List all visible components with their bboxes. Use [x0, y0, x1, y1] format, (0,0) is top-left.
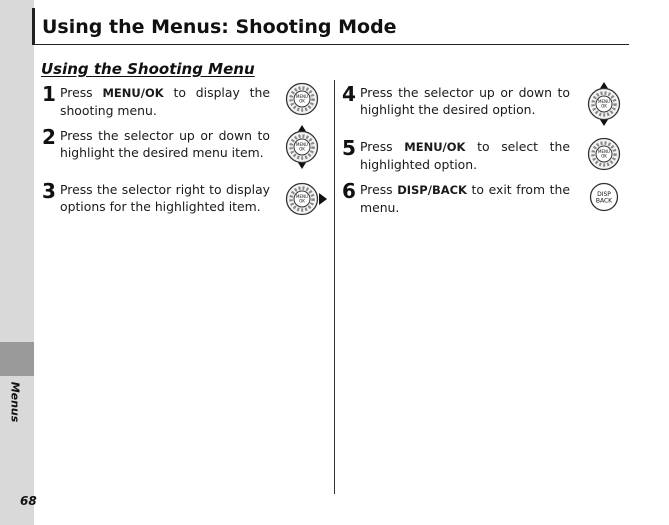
- step-number: 5: [342, 136, 356, 160]
- svg-text:OK: OK: [601, 103, 607, 109]
- key-label: MENU/OK: [102, 86, 164, 100]
- menu-ok-button-icon: [285, 82, 319, 120]
- step-number: 6: [342, 179, 356, 203]
- sidebar: [0, 0, 34, 525]
- step-text: Press the selector right to display options for the highlighted item.: [60, 182, 270, 214]
- key-label: DISP/BACK: [397, 183, 467, 197]
- step-number: 4: [342, 82, 356, 106]
- svg-text:MENU: MENU: [598, 149, 610, 154]
- step-text: Press MENU/OK to select the highlighted option.: [360, 139, 570, 172]
- page-title: Using the Menus: Shooting Mode: [42, 16, 397, 38]
- sidebar-tab-marker: [0, 342, 34, 376]
- step-text: Press MENU/OK to display the shooting menu.: [60, 85, 270, 118]
- step-number: 2: [42, 125, 56, 149]
- selector-right-icon: [285, 182, 329, 220]
- svg-text:OK: OK: [299, 98, 305, 104]
- svg-text:OK: OK: [299, 146, 305, 152]
- svg-text:BACK: BACK: [595, 197, 613, 205]
- section-heading: Using the Shooting Menu: [41, 60, 255, 78]
- column-divider: [334, 80, 335, 494]
- step-text: Press DISP/BACK to exit from the menu.: [360, 182, 570, 215]
- svg-text:OK: OK: [299, 198, 305, 204]
- disp-back-button-icon: [589, 182, 619, 216]
- step-number: 1: [42, 82, 56, 106]
- menu-ok-button-icon: [587, 137, 621, 175]
- step-text: Press the selector up or down to highlight the desired menu item.: [60, 128, 270, 160]
- sidebar-section-label: Menus: [8, 381, 22, 423]
- key-label: MENU/OK: [404, 140, 466, 154]
- svg-text:MENU: MENU: [296, 94, 308, 99]
- svg-text:DISP: DISP: [597, 191, 611, 198]
- selector-up-down-icon: [285, 125, 319, 173]
- step-text: Press the selector up or down to highlight the desired option.: [360, 85, 570, 117]
- selector-up-down-icon: [587, 82, 621, 130]
- svg-text:OK: OK: [601, 153, 607, 159]
- step-number: 3: [42, 179, 56, 203]
- svg-text:MENU: MENU: [296, 142, 308, 147]
- svg-text:MENU: MENU: [598, 99, 610, 104]
- page-number: 68: [20, 494, 37, 508]
- svg-text:MENU: MENU: [296, 194, 308, 199]
